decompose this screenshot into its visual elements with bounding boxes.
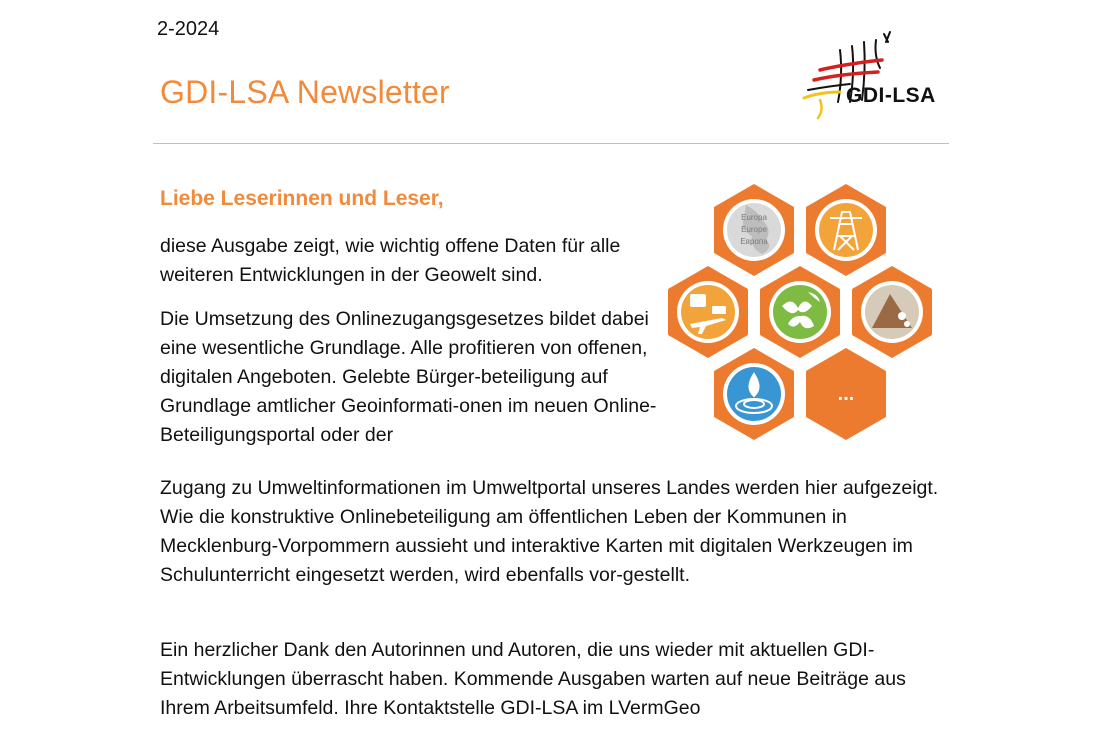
header-divider	[153, 143, 949, 144]
closing-paragraph: Ein herzlicher Dank den Autorinnen und Autoren, die uns wieder mit aktuellen GDI- Entwicklungen überrascht haben. Kommende Ausgaben warten auf neue Beiträge aus Ihrem Arbeitsumfeld. Ihre Kontaktstelle GDI-LSA im LVermGeo	[160, 639, 906, 719]
issue-number: 2-2024	[157, 18, 220, 40]
globe-word: Europa	[741, 213, 767, 222]
gdi-lsa-logo	[800, 30, 960, 130]
more-hex	[806, 348, 886, 440]
more-icon: ...	[837, 383, 855, 405]
globe-word: Европа	[740, 237, 768, 246]
theme-hexagon-graphic	[668, 182, 950, 452]
water-hex	[714, 348, 794, 440]
body-paragraph: Zugang zu Umweltinformationen im Umweltportal unseres Landes werden hier aufgezeigt. Wie die konstruktive Onlinebeteiligung am öffentlichen Leben der Kommunen in Mecklenburg-Vorpommern aussieht und interaktive Karten mit digitalen Werkzeugen im Schulunterricht eingesetzt werden, wird ebenfalls vor-gestellt.	[160, 477, 939, 586]
greeting: Liebe Leserinnen und Leser,	[160, 187, 444, 210]
newsletter-title: GDI-LSA Newsletter	[160, 74, 450, 110]
globe-hex	[714, 184, 794, 276]
nature-hex	[760, 266, 840, 358]
body-paragraph: Die Umsetzung des Onlinezugangsgesetzes bildet dabei eine wesentliche Grundlage. Alle profitieren von offenen, digitalen Angeboten. Gelebte Bürger-beteiligung auf Grundlage amtlicher Geoinformati-onen im neuen Online-Beteiligungsportal oder der	[160, 308, 657, 446]
transport-hex	[668, 266, 748, 358]
logo-text: GDI-LSA	[846, 84, 936, 107]
globe-word: Europe	[741, 225, 767, 234]
intro-paragraph: diese Ausgabe zeigt, wie wichtig offene Daten für alle weiteren Entwicklungen in der Geowelt sind.	[160, 235, 621, 286]
landslide-hex	[852, 266, 932, 358]
power-tower-hex	[806, 184, 886, 276]
